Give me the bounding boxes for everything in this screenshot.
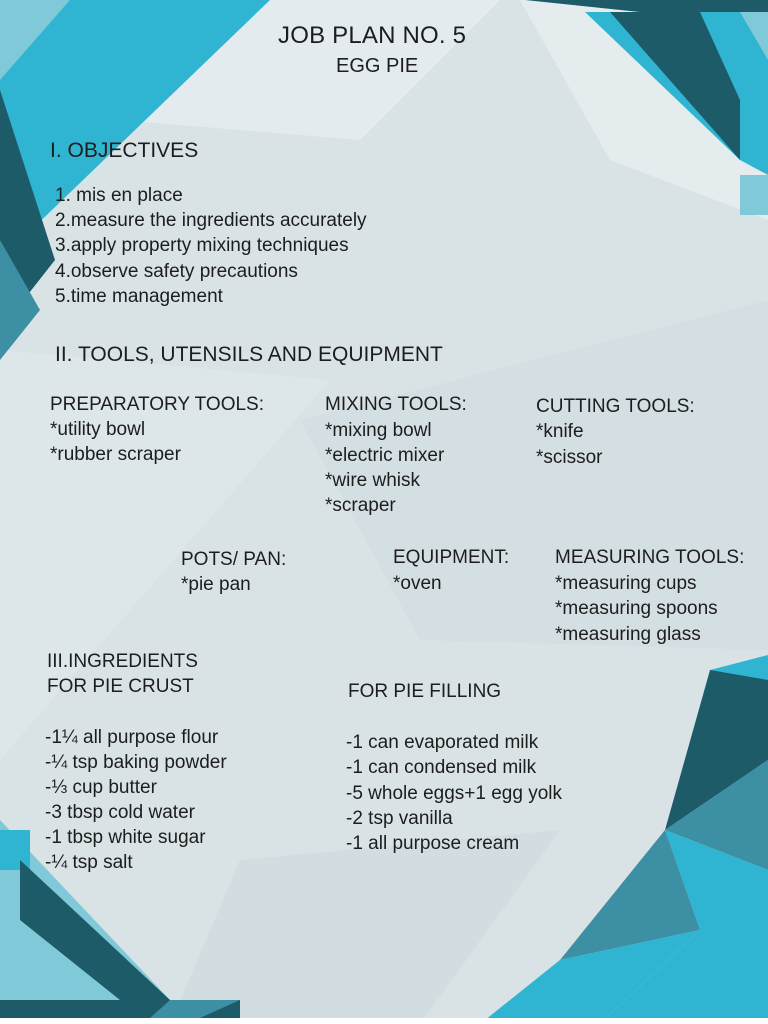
list-item: -1 all purpose cream bbox=[346, 833, 520, 854]
list-item: *pie pan bbox=[181, 574, 251, 595]
list-item: *scissor bbox=[536, 447, 603, 468]
list-item: -1¼ all purpose flour bbox=[45, 727, 219, 748]
page-title: JOB PLAN NO. 5 bbox=[278, 22, 467, 49]
list-item: *scraper bbox=[325, 495, 396, 516]
list-item: -2 tsp vanilla bbox=[346, 808, 453, 829]
tools-heading: II. TOOLS, UTENSILS AND EQUIPMENT bbox=[55, 343, 443, 366]
list-item: *mixing bowl bbox=[325, 420, 432, 441]
list-item: *rubber scraper bbox=[50, 444, 181, 465]
list-item: -5 whole eggs+1 egg yolk bbox=[346, 783, 563, 804]
page-subtitle: EGG PIE bbox=[336, 55, 419, 77]
pie-filling-heading: FOR PIE FILLING bbox=[348, 681, 502, 702]
list-item: 5.time management bbox=[55, 286, 223, 307]
pots-pan-heading: POTS/ PAN: bbox=[181, 549, 287, 570]
list-item: *utility bowl bbox=[50, 419, 146, 440]
list-item: *oven bbox=[393, 573, 442, 594]
list-item: 1. mis en place bbox=[55, 185, 183, 206]
cutting-tools-heading: CUTTING TOOLS: bbox=[536, 396, 695, 417]
list-item: *knife bbox=[536, 421, 584, 442]
mixing-tools-heading: MIXING TOOLS: bbox=[325, 394, 467, 415]
list-item: -1 can evaporated milk bbox=[346, 732, 539, 753]
list-item: -1 tbsp white sugar bbox=[45, 827, 206, 848]
equipment-heading: EQUIPMENT: bbox=[393, 547, 510, 568]
list-item: 4.observe safety precautions bbox=[55, 261, 298, 282]
list-item: 3.apply property mixing techniques bbox=[55, 235, 349, 256]
preparatory-tools-heading: PREPARATORY TOOLS: bbox=[50, 394, 265, 415]
list-item: -⅓ cup butter bbox=[45, 777, 157, 798]
measuring-tools-heading: MEASURING TOOLS: bbox=[555, 547, 745, 568]
list-item: -¼ tsp salt bbox=[45, 852, 133, 873]
list-item: *measuring spoons bbox=[555, 598, 718, 619]
list-item: *measuring cups bbox=[555, 573, 697, 594]
objectives-heading: I. OBJECTIVES bbox=[50, 139, 199, 162]
list-item: *wire whisk bbox=[325, 470, 421, 491]
list-item: -1 can condensed milk bbox=[346, 757, 537, 778]
list-item: *electric mixer bbox=[325, 445, 445, 466]
list-item: -¼ tsp baking powder bbox=[45, 752, 227, 773]
pie-crust-heading: FOR PIE CRUST bbox=[47, 676, 194, 697]
ingredients-heading: III.INGREDIENTS bbox=[47, 651, 198, 672]
list-item: -3 tbsp cold water bbox=[45, 802, 195, 823]
list-item: *measuring glass bbox=[555, 624, 701, 645]
list-item: 2.measure the ingredients accurately bbox=[55, 210, 367, 231]
